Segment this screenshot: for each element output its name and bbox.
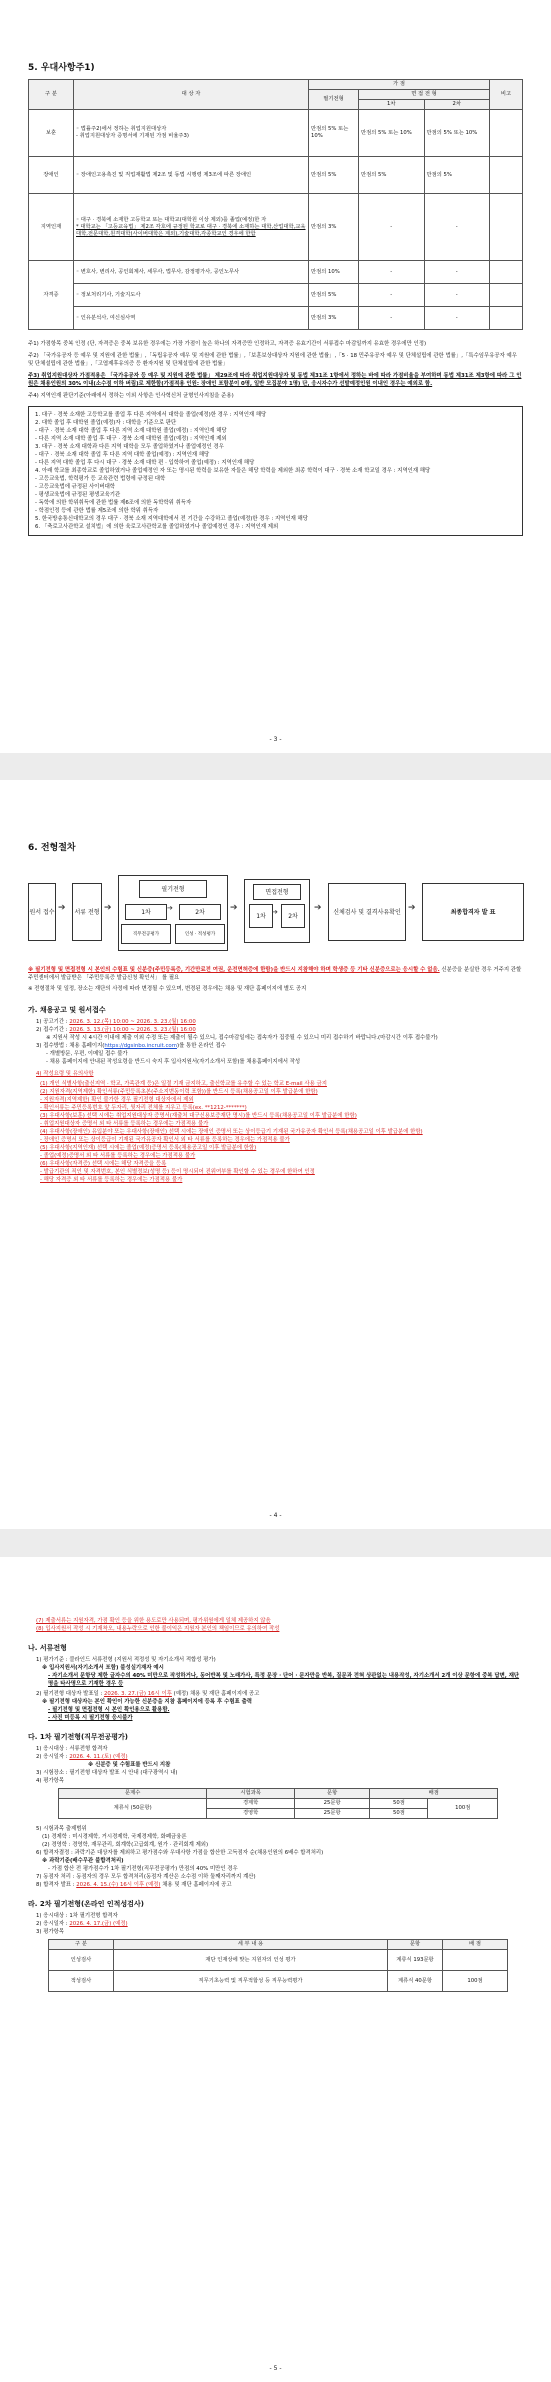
page-number: - 3 - [269, 736, 282, 743]
th-written: 필기전형 [309, 90, 359, 110]
th-category: 구 분 [29, 80, 74, 110]
page-4 [0, 780, 551, 1529]
arrow-icon: ➔ [58, 903, 66, 913]
arrow-icon: ➔ [104, 903, 112, 913]
subsection-document-review: 나. 서류전형 [28, 1644, 67, 1652]
page-number: - 4 - [269, 1512, 282, 1519]
table-row: ◦ 정보처리기사, 기술지도사 만점의 5% - - [29, 284, 523, 307]
table-row: 자격증 ◦ 변호사, 변리사, 공인회계사, 세무사, 법무사, 감정평가사, 공인노무사 만점의 10% - - [29, 261, 523, 284]
step-final: 최종합격자 발 표 [422, 883, 524, 941]
arrow-icon: ➔ [408, 903, 416, 913]
table-row: 보훈 ◦ 법률주2)에서 정하는 취업지원대상자 - 취업지원대상자 증명서에 기재된 가점 비율주3) 만점의 5% 또는 10% 만점의 5% 또는 10% 만점의 5% 또는 10% [29, 110, 523, 157]
table-row: 인성검사 재단 인재상에 맞는 지원자의 인성 평가 계류식 193문항 [49, 1950, 508, 1971]
aptitude-test-table: 구 분 세 부 내 용 문항 배 점 인성검사 재단 인재상에 맞는 지원자의 인성 평가 계류식 193문항 적성검사 직무기초능력 및 직무적합성 등 직무능력평가 계류식 40문항 100점 [48, 1939, 508, 1992]
warning-id: ※ 필기전형 및 면접전형 시 본인의 수험표 및 신분증(주민등록증, 기간만료전 여권, 운전면허증에 한함)을 반드시 지참해야 하며 학생증 등 기타 신분증으로는 응시할 수 없음. [28, 967, 440, 973]
th-target: 대 상 자 [74, 80, 309, 110]
cautions-continued: (7) 제출서류는 지원자격, 가점 확인 등을 위한 용도로만 사용되며, 평가위원에게 일체 제공하지 않음 (8) 입사지원서 작성 시 기재착오, 내용누락으로 인한 불이익은 지원자 본인의 책임이므로 유의하여 작성 [36, 1618, 280, 1632]
regional-criteria-box: 1. 대구 · 경북 소재한 고등학교를 졸업 후 다른 지역에서 대학을 졸업(예정)한 경우 : 지역인재 해당 2. 대학 졸업 후 대학원 졸업(예정)자 : 대학을 기준으로 판단 - 대구 · 경북 소재 대학 졸업 후 다른 지역 소재 대학원 졸업(예정) : 지역인재 해당 - 다른 지역 소재 대학 졸업 후 대구 · 경북 소재 대학원 졸업(예정) : 지역인재 제외 3. 대구 · 경북 소재 대학과 다른 지역 대학을 모두 졸업하였거나 졸업예정인 경우 - 대구 · 경북 소재 대학 졸업 후 다른 지역 대학 졸업(예정) : 지역인재 해당 - 다른 지역 대학 졸업 후 다시 대구 · 경북 소재 대학 편 · 입학하여 졸업(예정) : 지역인재 해당 4. 아래 학교를 최종학교로 졸업하였거나 졸업예정인 자 또는 명시된 학력을 보유한 자들은 해당 학력을 제외한 최종 학력이 대구 · 경북 소재 학교일 경우 : 지역인재 해당 - 고등교육법, 학력평가 등 교육관련 법령에 규정된 대학 - 고등교육법에 규정된 사이버대학 - 평생교육법에 규정된 평생교육기관 - 독학에 의한 학위취득에 관한 법률 제6조에 의한 독학학위 취득자 - 학점인정 등에 관한 법률 제5조에 의한 학위 취득자 5. 한국방송통신대학교의 경우 대구 · 경북 소재 지역대학에서 전 기간을 수강하고 졸업(예정)한 경우 : 지역인재 해당 6. 「축로고사관학교 설치법」에 의한 육로고사관학교를 졸업하였거나 졸업예정인 경우 : 지역인재 제외 [28, 406, 523, 536]
th-second: 2차 [424, 100, 490, 110]
section-title-process: 6. 전형절차 [28, 843, 76, 853]
step-apply: 원서 접수 [28, 883, 56, 941]
table-row: 적성검사 직무기초능력 및 직무적합성 등 직무능력평가 계류식 40문항 100점 [49, 1971, 508, 1992]
arrow-icon: ➔ [167, 904, 173, 912]
page-3 [0, 0, 551, 753]
section-title-preferences: 5. 우대사항주1) [28, 63, 95, 73]
th-first: 1차 [359, 100, 425, 110]
recruit-site-link[interactable]: https://dgsinbo.incruit.com [104, 1043, 177, 1049]
written-test-table: 문제수 시험과목 문항 배점 계류식 (50문항) 경제학 25문항 50점 100점 경영학 25문항 50점 [58, 1788, 498, 1819]
written-notice-date: 2026. 3. 27.(금) 16시 이후 [104, 1691, 172, 1697]
step-check: 신체검사 및 결격사유확인 [328, 883, 406, 941]
aptitude-test-date: 2026. 4. 17.(금) (예정) [69, 1921, 128, 1927]
page-5: (7) 제출서류는 지원자격, 가점 확인 등을 위한 용도로만 사용되며, 평가위원에게 일체 제공하지 않음 (8) 입사지원서 작성 시 기재착오, 내용누락으로 인한 불이익은 지원자 본인의 책임이므로 유의하여 작성 나. 서류전형 1) 평가기준 : 블라인드 서류전형 (지원서 적정성 및 자기소개서 적합성 평가) ※ 입사지원서(자기소개서 포함) 불성실기재자 예시 - 자기소개서 문항당 제한 글자수의 40% 미만으로 작성하거나, 동어반복 및 노래가사, 특정 문장 · 단어 · 문자만을 반복, 질문과 전혀 상관없는 내용작성, 자기소개서 2개 이상 문항에 중복 답변, 재단명을 타사명으로 기재한 경우 등 2) 필기전형 대상자 발표일 : 2026. 3. 27.(금) 16시 이후 (예정) 채용 및 재단 홈페이지에 공고 ※ 필기전형 대상자는 본인 확인이 가능한 신분증을 지참 홈페이지에 등록 후 수험표 출력 - 필기전형 및 면접전형 시 본인 확인용으로 활용함. - 사진 미등록 시 필기전형 응시불가 다. 1차 필기전형(직무전공평가) 1) 응시대상 : 서류전형 합격자 2) 응시일자 : 2026. 4. 11.(토) (예정) ※ 신분증 및 수험표를 반드시 지참 3) 시험장소 : 필기전형 대상자 발표 시 안내 (대구광역시 내) 4) 평가항목 문제수 시험과목 문항 배점 계류식 (50문항) 경제학 25문항 50점 100점 경영학 25문항 50점 5) 시험과목 출제범위 (1) 경제학 : 미시경제학, 거시경제학, 국제경제학, 화폐금융론 (2) 경영학 : 경영학, 재무관리, 회계학(고급회계, 원가 · 관리회계 제외) 6) 합격자결정 : 과락기준 대상자를 제외하고 평가점수와 우대사항 가점을 합산한 고득점자 순(채용인원의 6배수 합격처리) ※ 과락기준(배수무관 불합격처리) - 가점 합산 전 평가점수가 1차 필기전형(직무전공평가) 만점의 40% 미만인 경우 7) 동점자 처리 : 동점자의 경우 모두 합격처리(동점자 계산은 소수점 이하 둘째자리까지 계산) 8) 합격자 발표 : 2026. 4. 15.(수) 16시 이후 (예정) 채용 및 재단 홈페이지에 공고 라. 2차 필기전형(온라인 인적성검사) 1) 응시대상 : 1차 필기전형 합격자 2) 응시일자 : 2026. 4. 17.(금) (예정) 3) 평가항목 구 분 세 부 내 용 문항 배 점 인성검사 재단 인재상에 맞는 지원자의 인성 평가 계류식 193문항 적성검사 직무기초능력 및 직무적합성 등 직무능력평가 계류식 40문항 100점 - 5 - [0, 1557, 551, 2382]
written-exam-date: 2026. 4. 11.(토) (예정) [69, 1754, 128, 1760]
subsection-written-2: 라. 2차 필기전형(온라인 인적성검사) [28, 1900, 144, 1908]
footnotes: 주1) 가점항목 중복 인정 (단, 자격증은 중복 보유한 경우에는 가장 가점이 높은 하나의 자격증만 인정하고, 자격증 유효기간이 서류접수 마감일까지 유효한 경우에만 인정) 주2) 「국가유공자 등 예우 및 지원에 관한 법률」,「독립유공자 예우 및 지원에 관한 법률」,「보훈보상대상자 지원에 관한 법률」,「5 · 18 민주유공자 예우 및 단체설립에 관한 법률」,「특수임무유공자 예우 및 단체설립에 관한 법률」,「고엽제후유의증 등 환자지원 및 단체설립에 관한 법률」 주3) 취업지원대상자 가점적용은 「국가유공자 등 예우 및 지원에 관한 법률」 제29조에 따라 취업지원대상자 및 동법 제31조 1항에서 정하는 바에 따라 가점비율을 부여하며 동법 제31조 제3항에 따라 그 인원은 채용인원의 30% 이내(소수점 이하 버림)로 제한함(가점적용 인원: 장애인 포함분이 0명, 일반 모집분야 1명) 단, 응시자수가 선발예정인원 이내인 경우는 예외로 함. 주4) 지역인재 판단기준(아래에서 정하는 이외 사항은 인사혁신처 균형인사지침을 준용) [28, 341, 522, 399]
written-result-date: 2026. 4. 15.(수) 16시 이후 (예정) [76, 1882, 161, 1888]
step-document: 서류 전형 [72, 883, 102, 941]
application-cautions: (1) 개인 식별사항(출신지역 · 학교, 가족관계 등)은 일절 기재 금지하고, 출신학교를 유추할 수 있는 학교 E-mail 사용 금지 (2) 지원자격(지역제한) 확인서류(주민등록초본(주소지변동이력 포함))를 반드시 등록(채용공고일 이후 발급분에 한함) - 지원자격(지역제한) 확인 불가한 경우 필기전형 대상자에서 제외 - 확인서류는 주민등록번호 앞 두자리, 뒷자리 전체를 지우고 등록(ex. **1212-*******) (3) 우대사항(보훈) 선택 시에는 취업지원대상자 증명서(재출처 대구신용보증재단 명시)를 반드시 등록(채용공고일 이후 발급분에 한함) - 취업지원대상자 증명서 외 타 서류를 등록하는 경우에는 가점적용 불가 (4) 우대사항(장애인) 유입분야 또는 우대사항(장애인) 선택 시에는 장애인 증명서 또는 상이등급기 기재된 국가유공자 확인서 등록(채용공고일 이후 발급분에 한함) - 장애인 증명서 또는 상이등급이 기재된 국가유공자 확인서 외 타 서류를 등록하는 경우에는 가점적용 불가 (5) 우대사항(지역인재) 선택 시에는 졸업(예정)증명서 등록(채용공고일 이후 발급분에 한함) - 졸업(예정)증명서 외 타 서류를 등록하는 경우에는 가점적용 불가 (6) 우대사항(자격증) 선택 시에는 해당 자격증을 등록 - 발급기관의 직인 및 자격번호, 본인 식별정보(성명 등) 등이 명시되어 진위여부를 확인할 수 있는 경우에 한하여 인정 - 해당 자격증 외 타 서류를 등록하는 경우에는 가점적용 불가 [40, 1081, 423, 1183]
application-period: 2026. 3. 13.(금) 10:00 ~ 2026. 3. 23.(월) 16:00 [69, 1027, 196, 1033]
subsection-written-1: 다. 1차 필기전형(직무전공평가) [28, 1733, 128, 1741]
preference-table [28, 79, 523, 330]
table-row: 계류식 (50문항) 경제학 25문항 50점 100점 [59, 1799, 498, 1809]
table-row: 장애인 ◦ 장애인고용촉진 및 직업재활법 제2조 및 동법 시행령 제3조에 따른 장애인 만점의 5% 만점의 5% 만점의 5% [29, 157, 523, 194]
page-number: - 5 - [269, 2365, 282, 2372]
th-interview: 면 접 전 형 [359, 90, 490, 100]
subsection-announcement: 가. 채용공고 및 원서접수 [28, 1006, 106, 1014]
table-row: 지역인재 ◦ 대구 · 경북에 소재한 고등학교 또는 대학교(대학원 이상 제외)를 졸업(예정)한 자 * 대학교는 「고등교육법」 제2조 각호에 규정된 학교로 대구 · 경북에 소재하는 대학,산업대학,교육대학,전문대학,원격대학(사이버대학은 제외),기술대학,각종학교인 경우에 한함 만점의 3% - - [29, 194, 523, 261]
step-written: 필기전형 1차 ➔ 2차 직무전공평가 인성 · 적성평가 [118, 875, 228, 951]
arrow-icon: ➔ [230, 903, 238, 913]
table-row: 경영학 25문항 50점 [59, 1809, 498, 1819]
table-row: ◦ 인유분석사, 여신심사역 만점의 3% - - [29, 307, 523, 330]
th-bonus: 가 점 [309, 80, 490, 90]
process-body: ※ 필기전형 및 면접전형 시 본인의 수험표 및 신분증(주민등록증, 기간만료전 여권, 운전면허증에 한함)을 반드시 지참해야 하며 학생증 등 기타 신분증으로는 응시할 수 없음. 신분증을 분실한 경우 거주지 관할 주민센터에서 발급받은 「주민등록증 발급신청 확인서」 를 필요 ※ 전형절차 및 일정, 장소는 재단의 사정에 따라 변경될 수 있으며, 변경된 경우에는 채용 및 재단 홈페이지에 별도 공지 가. 채용공고 및 원서접수 1) 공고기간 : 2026. 3. 12.(목) 10:00 ~ 2026. 3. 23.(월) 16:00 2) 접수기간 : 2026. 3. 13.(금) 10:00 ~ 2026. 3. 23.(월) 16:00 ※ 지원서 작성 시 4시간 이내에 제출 이외 수정 또는 제출이 될수 있으니, 접수마감일에는 접속자가 집중될 수 있으니 미리 접수하기 바랍니다.(마감시간 이후 접수불가) 3) 접수방법 : 채용 홈페이지(https://dgsinbo.incruit.com)를 통한 온라인 접수 - 개별방문, 우편, 이메일 접수 불가 - 채용 홈페이지에 안내된 작성요령을 반드시 숙지 후 입사지원서(자기소개서 포함)를 채용홈페이지에서 작성 4) 작성요령 및 유의사항 (1) 개인 식별사항(출신지역 · 학교, 가족관계 등)은 일절 기재 금지하고, 출신학교를 유추할 수 있는 학교 E-mail 사용 금지 (2) 지원자격(지역제한) 확인서류(주민등록초본(주소지변동이력 포함))를 반드시 등록(채용공고일 이후 발급분에 한함) - 지원자격(지역제한) 확인 불가한 경우 필기전형 대상자에서 제외 - 확인서류는 주민등록번호 앞 두자리, 뒷자리 전체를 지우고 등록(ex. **1212-*******) (3) 우대사항(보훈) 선택 시에는 취업지원대상자 증명서(재출처 대구신용보증재단 명시)를 반드시 등록(채용공고일 이후 발급분에 한함) - 취업지원대상자 증명서 외 타 서류를 등록하는 경우에는 가점적용 불가 (4) 우대사항(장애인) 유입분야 또는 우대사항(장애인) 선택 시에는 장애인 증명서 또는 상이등급기 기재된 국가유공자 확인서 등록(채용공고일 이후 발급분에 한함) - 장애인 증명서 또는 상이등급이 기재된 국가유공자 확인서 외 타 서류를 등록하는 경우에는 가점적용 불가 (5) 우대사항(지역인재) 선택 시에는 졸업(예정)증명서 등록(채용공고일 이후 발급분에 한함) - 졸업(예정)증명서 외 타 서류를 등록하는 경우에는 가점적용 불가 (6) 우대사항(자격증) 선택 시에는 해당 자격증을 등록 - 발급기관의 직인 및 자격번호, 본인 식별정보(성명 등) 등이 명시되어 진위여부를 확인할 수 있는 경우에 한하여 인정 - 해당 자격증 외 타 서류를 등록하는 경우에는 가점적용 불가 [28, 967, 522, 1183]
step-interview: 면접전형 1차 ➔ 2차 [244, 879, 310, 943]
warning-schedule: ※ 전형절차 및 일정, 장소는 재단의 사정에 따라 변경될 수 있으며, 변경된 경우에는 채용 및 재단 홈페이지에 별도 공지 [28, 986, 307, 992]
posting-period: 2026. 3. 12.(목) 10:00 ~ 2026. 3. 23.(월) 16:00 [69, 1019, 196, 1025]
process-flow [28, 875, 523, 955]
arrow-icon: ➔ [272, 908, 278, 916]
arrow-icon: ➔ [314, 903, 322, 913]
th-note: 비고 [490, 80, 523, 110]
